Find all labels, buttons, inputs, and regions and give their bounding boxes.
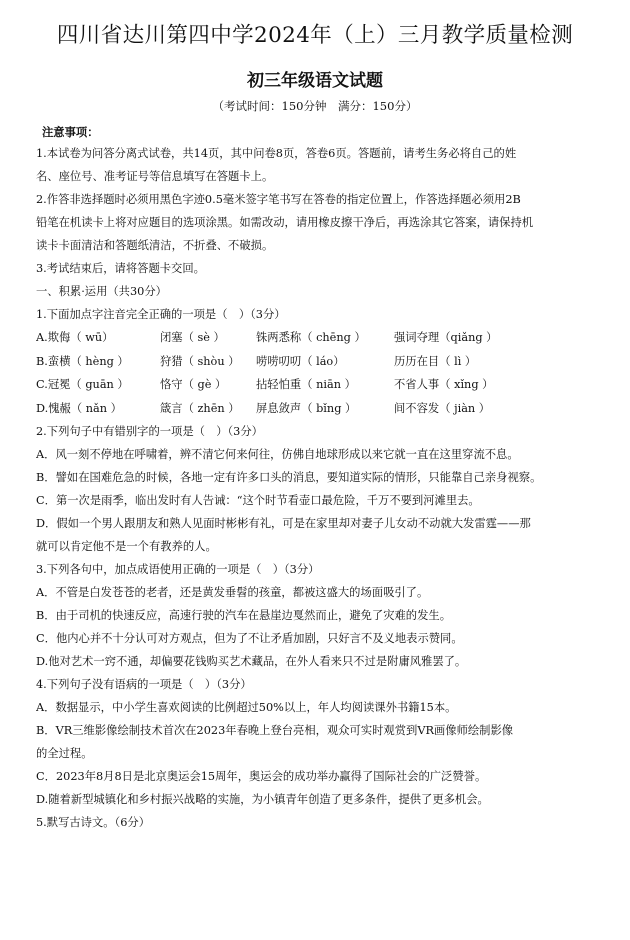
question-2-option: 就可以肯定他不是一个有教养的人。 (36, 540, 217, 553)
option-cell: C.冠冕（ guān ） (36, 378, 129, 391)
exam-subtitle: 初三年级语文试题 (247, 71, 383, 91)
notice-heading: 注意事项： (42, 125, 99, 139)
option-cell: 间不容发（ jiàn ） (394, 401, 491, 415)
notice-line: 读卡卡面清洁和答题纸清洁，不折叠、不破损。 (36, 239, 274, 252)
question-3-option: D.他对艺术一窍不通，却偏要花钱购买艺术藏品，在外人看来只不过是附庸风雅罢了。 (36, 655, 467, 668)
section-heading: 一、积累·运用（共30分） (36, 285, 167, 298)
question-2-option: C．第一次是雨季，临出发时有人告诫：“这个时节看壶口最危险，千万不要到河滩里去。 (36, 494, 480, 507)
question-2-stem: 2.下列句子中有错别字的一项是（ ）（3分） (36, 425, 263, 438)
exam-meta: （考试时间：150分钟 满分：150分） (212, 99, 418, 113)
question-2-option: D．假如一个男人跟朋友和熟人见面时彬彬有礼，可是在家里却对妻子儿女动不动就大发雷霆——那 (36, 517, 531, 530)
question-3-stem: 3.下列各句中，加点成语使用正确的一项是（ ）（3分） (36, 563, 320, 576)
option-cell: 箴言（ zhēn ） (160, 401, 240, 415)
option-cell: 狩猎（ shòu ） (160, 354, 240, 368)
option-cell: 恪守（ gè ） (160, 378, 227, 391)
question-4-option: B．VR三维影像绘制技术首次在2023年春晚上登台亮相，观众可实时观赏到VR画像师绘制影像 (36, 724, 514, 737)
exam-title: 四川省达川第四中学2024年（上）三月教学质量检测 (56, 23, 574, 48)
option-cell: 不省人事（ xǐng ） (394, 378, 494, 391)
option-cell: 闭塞（ sè ） (160, 331, 225, 344)
question-4-option: C．2023年8月8日是北京奥运会15周年，奥运会的成功举办赢得了国际社会的广泛赞誉。 (36, 770, 487, 783)
exam-body (36, 122, 596, 834)
notice-line: 铅笔在机读卡上将对应题目的选项涂黑。如需改动，请用橡皮擦干净后，再选涂其它答案，请保持机 (36, 216, 534, 229)
option-cell: 铢两悉称（ chēng ） (256, 331, 366, 344)
option-cell: 拈轻怕重（ niān ） (256, 378, 356, 391)
notice-line: 1.本试卷为问答分离式试卷，共14页，其中问卷8页，答卷6页。答题前，请考生务必将自己的姓 (36, 147, 517, 160)
question-1-option-row (36, 350, 596, 374)
option-cell: 唠唠叨叨（ láo） (256, 354, 345, 368)
question-1-option-row (36, 373, 596, 397)
option-cell: 历历在目（ lì ） (394, 354, 477, 368)
question-4-option: A．数据显示，中小学生喜欢阅读的比例超过50%以上，年人均阅读课外书籍15本。 (36, 701, 457, 714)
question-4-option: 的全过程。 (36, 747, 93, 760)
question-3-option: C．他内心并不十分认可对方观点，但为了不让矛盾加剧，只好言不及义地表示赞同。 (36, 632, 463, 645)
question-2-option: B．譬如在国难危急的时候，各地一定有许多口头的消息，要知道实际的情形，只能靠自己亲身视察。 (36, 471, 542, 484)
question-2-option: A．风一刻不停地在呼啸着，辨不清它何来何往，仿佛自地球形成以来它就一直在这里穿流不息。 (36, 448, 519, 461)
option-cell: B.蛮横（ hèng ） (36, 354, 129, 368)
option-cell: 屏息敛声（ bǐng ） (256, 401, 357, 415)
question-1-option-row (36, 397, 596, 421)
question-3-option: B．由于司机的快速反应，高速行驶的汽车在悬崖边戛然而止，避免了灾难的发生。 (36, 609, 451, 622)
question-1-option-row (36, 326, 596, 350)
question-4-stem: 4.下列句子没有语病的一项是（ ）（3分） (36, 678, 252, 691)
notice-line: 3.考试结束后，请将答题卡交回。 (36, 262, 205, 275)
notice-line: 名、座位号、准考证号等信息填写在答题卡上。 (36, 170, 274, 183)
option-cell: D.愧赧（ nǎn ） (36, 401, 122, 415)
option-cell: A.欺侮（ wū） (36, 331, 114, 344)
notice-line: 2.作答非选择题时必须用黑色字迹0.5毫米签字笔书写在答卷的指定位置上，作答选择题必须用2B (36, 193, 521, 206)
question-5-stem: 5.默写古诗文。（6分） (36, 816, 150, 829)
question-4-option: D.随着新型城镇化和乡村振兴战略的实施，为小镇青年创造了更多条件，提供了更多机会。 (36, 793, 489, 806)
question-1-stem: 1.下面加点字注音完全正确的一项是（ ）（3分） (36, 308, 286, 321)
option-cell: 强词夺理（qiǎng ） (394, 331, 498, 344)
question-3-option: A．不管是白发苍苍的老者，还是黄发垂髫的孩童，都被这盛大的场面吸引了。 (36, 586, 429, 599)
